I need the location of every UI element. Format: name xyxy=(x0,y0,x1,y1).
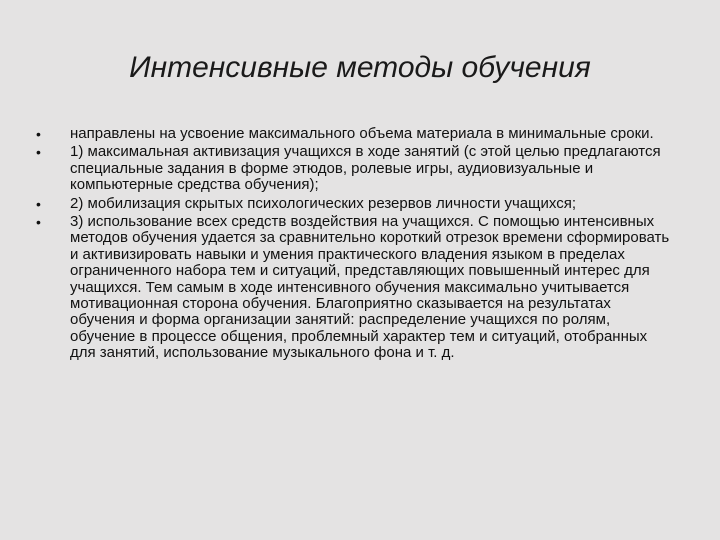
bullet-text: 1) максимальная активизация учащихся в ходе занятий (с этой целью предлагаются специальные задания в форме этюдов, ролевые игры, аудиовизуальные и компьютерные средства обучения); xyxy=(70,143,661,194)
bullet-text: направлены на усвоение максимального объема материала в минимальные сроки. xyxy=(70,125,654,142)
bullet-text: 2) мобилизация скрытых психологических резервов личности учащихся; xyxy=(70,194,576,212)
bullet-icon: • xyxy=(36,214,41,231)
bullet-icon: • xyxy=(36,195,41,212)
bullet-item-1 xyxy=(36,126,676,142)
bullet-item-2 xyxy=(36,144,676,193)
bullet-icon: • xyxy=(36,126,41,142)
bullet-icon: • xyxy=(36,144,41,161)
bullet-item-4 xyxy=(36,214,676,362)
bullet-item-3 xyxy=(36,196,676,212)
bullet-list xyxy=(36,126,676,364)
bullet-text: 3) использование всех средств воздействия на учащихся. С помощью интенсивных методов обучения удается за сравнительно короткий отрезок времени сформировать и активизировать навыки и умения практического владения языком в пределах ограниченного набора тем и ситуаций, представляющих повышенный интерес для учащихся. Тем самым в ходе интенсивного обучения максимально учитывается мотивационная сторона обучения. Благоприятно сказывается на результатах обучения и форма организации занятий: распределение учащихся по ролям, обучение в процессе общения, проблемный характер тем и ситуаций, отобранных для занятий, использование музыкального фона и т. д. xyxy=(70,213,670,362)
slide-title: Интенсивные методы обучения xyxy=(129,51,591,84)
